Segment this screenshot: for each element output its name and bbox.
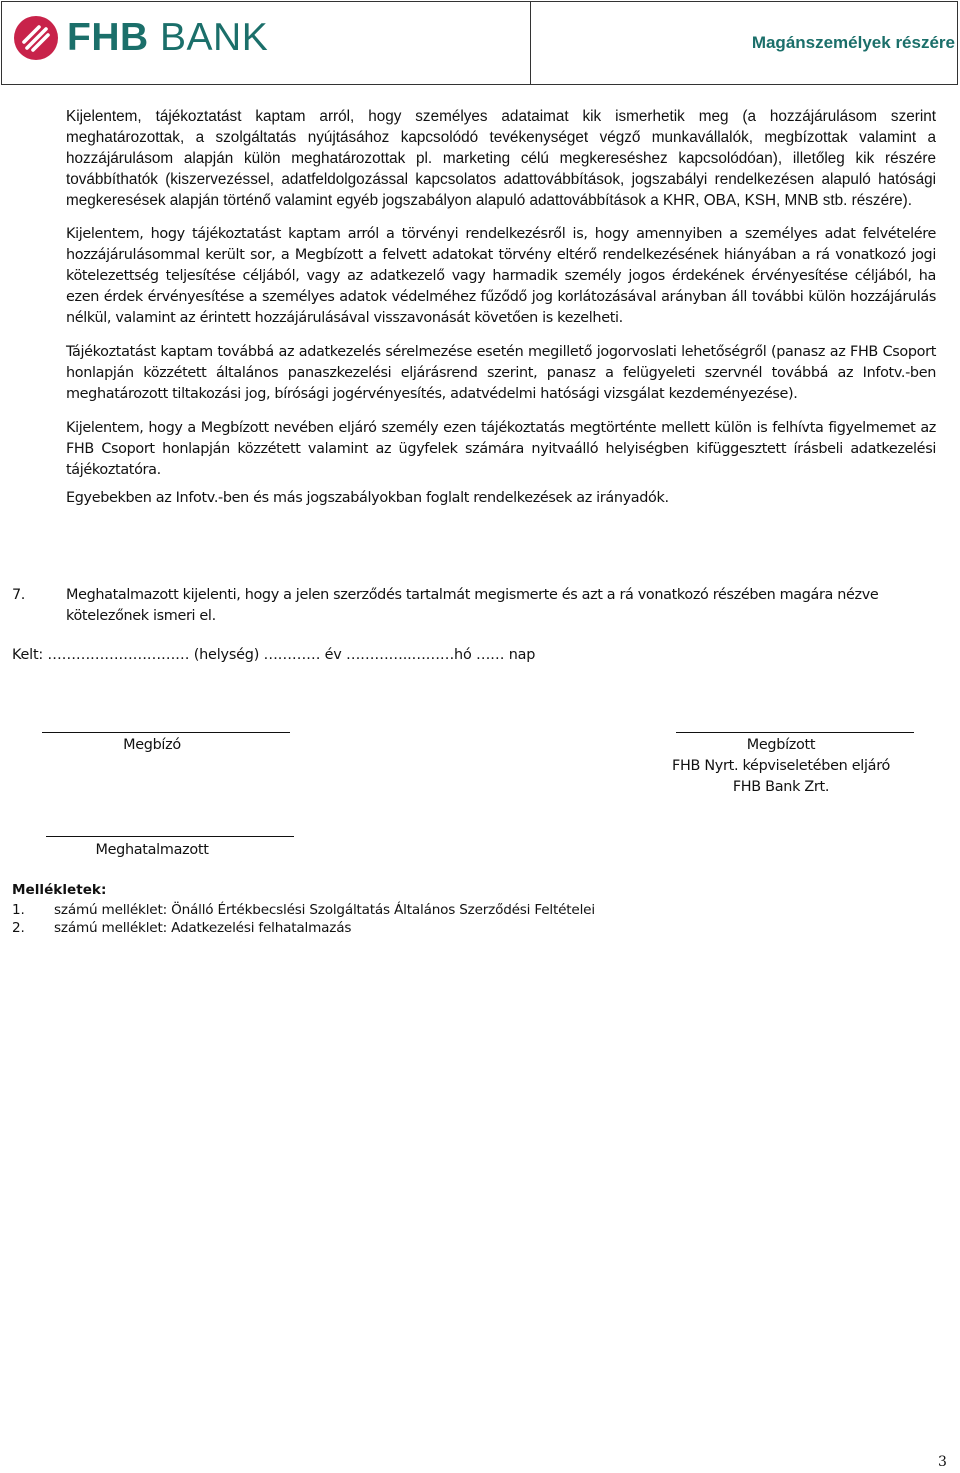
clause-text: Meghatalmazott kijelenti, hogy a jelen szerződés tartalmát megismerte és azt a rá vonatkozó részében magára nézve kötelezőnek ismeri el. [66, 587, 879, 624]
page-header [1, 1, 958, 85]
signature-label-megbizo: Megbízó [123, 737, 181, 753]
logo-wordmark: FHB BANK [67, 16, 269, 59]
date-place-line: Kelt: ………………………… (helység) ………… év …………..………hó …… nap [12, 647, 536, 663]
paragraph-data-recipients: Kijelentem, tájékoztatást kaptam arról, hogy személyes adataimat kik ismerhetik meg (a hozzájárulásom szerint meghatározottak, a szolgáltatás nyújtásához kapcsolódó tevékenységet végző munkavállalók, megbízottak valamint a hozzájárulásom alapján külön meghatározottak pl. marketing célú megkereséshez kapcsolódóan), illetőleg kik részére továbbíthatók (kiszervezéssel, adatfeldolgozással kapcsolatos adattovábbítások, jogszabályi rendelkezésen alapuló hatósági megkeresések alapján történő valamint egyéb jogszabályon alapuló adattovábbítások a KHR, OBA, KSH, MNB stb. részére). [66, 108, 936, 209]
signature-line-meghatalmazott [46, 836, 294, 837]
attachment-number: 2. [12, 920, 25, 936]
signature-representative: FHB Nyrt. képviseletében eljáró [671, 758, 890, 774]
attachment-text: számú melléklet: Adatkezelési felhatalmazás [54, 920, 352, 936]
header-title: Magánszemélyek részére [751, 33, 955, 52]
paragraph-remedies: Tájékoztatást kaptam továbbá az adatkezelés sérelmezése esetén megillető jogorvoslati lehetőségről (panasz az FHB Csoport honlapján közzétett általános panaszkezelési eljárásrend szerint, panasz a felügyeleti szervnél továbbá az Infotv.-ben meghatározott tiltakozási jog, bírósági jogérvényesítés, adatvédelmi hatósági vizsgálat kezdeményezése). [66, 344, 936, 402]
body-text [66, 106, 936, 522]
signature-line-megbizo [42, 732, 290, 733]
page-number: 3 [938, 1454, 947, 1470]
signature-label-meghatalmazott: Meghatalmazott [95, 842, 209, 858]
paragraph-notice: Kijelentem, hogy a Megbízott nevében eljáró személy ezen tájékoztatás megtörténte mellett külön is felhívta figyelmemet az FHB Csoport honlapján közzétett valamint az ügyfelek számára nyitvaálló helyiségben kifüggesztett írásbeli adatkezelési tájékoztatóra. [66, 420, 936, 478]
fhb-logo-mark-icon [13, 15, 59, 61]
attachment-text: számú melléklet: Önálló Értékbecslési Szolgáltatás Általános Szerződési Feltételei [54, 902, 595, 918]
fhb-bank-logo [13, 15, 268, 61]
attachment-item [12, 901, 595, 919]
clause-number: 7. [12, 587, 26, 603]
signature-line-megbizott [676, 732, 914, 733]
paragraph-legal-basis: Kijelentem, hogy tájékoztatást kaptam arról a törvényi rendelkezésről is, hogy amennyiben a személyes adat felvételére hozzájárulásommal került sor, a Megbízott a felvett adatokat törvény eltérő rendelkezésének hiányában a rá vonatkozó jogi kötelezettség teljesítése céljából, vagy az adatkezelő vagy harmadik személy jogos érdekének érvényesítése céljából, ha ezen érdek érvényesítése a személyes adatok védelméhez fűződő jog korlátozásával arányban áll további külön hozzájárulás nélkül, valamint az érintett hozzájárulásával visszavonását követően is kezelheti. [66, 226, 936, 326]
signature-label-megbizott: Megbízott [746, 737, 816, 753]
attachments-heading: Mellékletek: [12, 882, 107, 898]
attachment-item [12, 919, 351, 937]
signature-company: FHB Bank Zrt. [732, 779, 830, 795]
paragraph-governing: Egyebekben az Infotv.-ben és más jogszabályokban foglalt rendelkezések az irányadók. [66, 490, 669, 506]
clause-7 [12, 585, 936, 627]
attachment-number: 1. [12, 902, 25, 918]
